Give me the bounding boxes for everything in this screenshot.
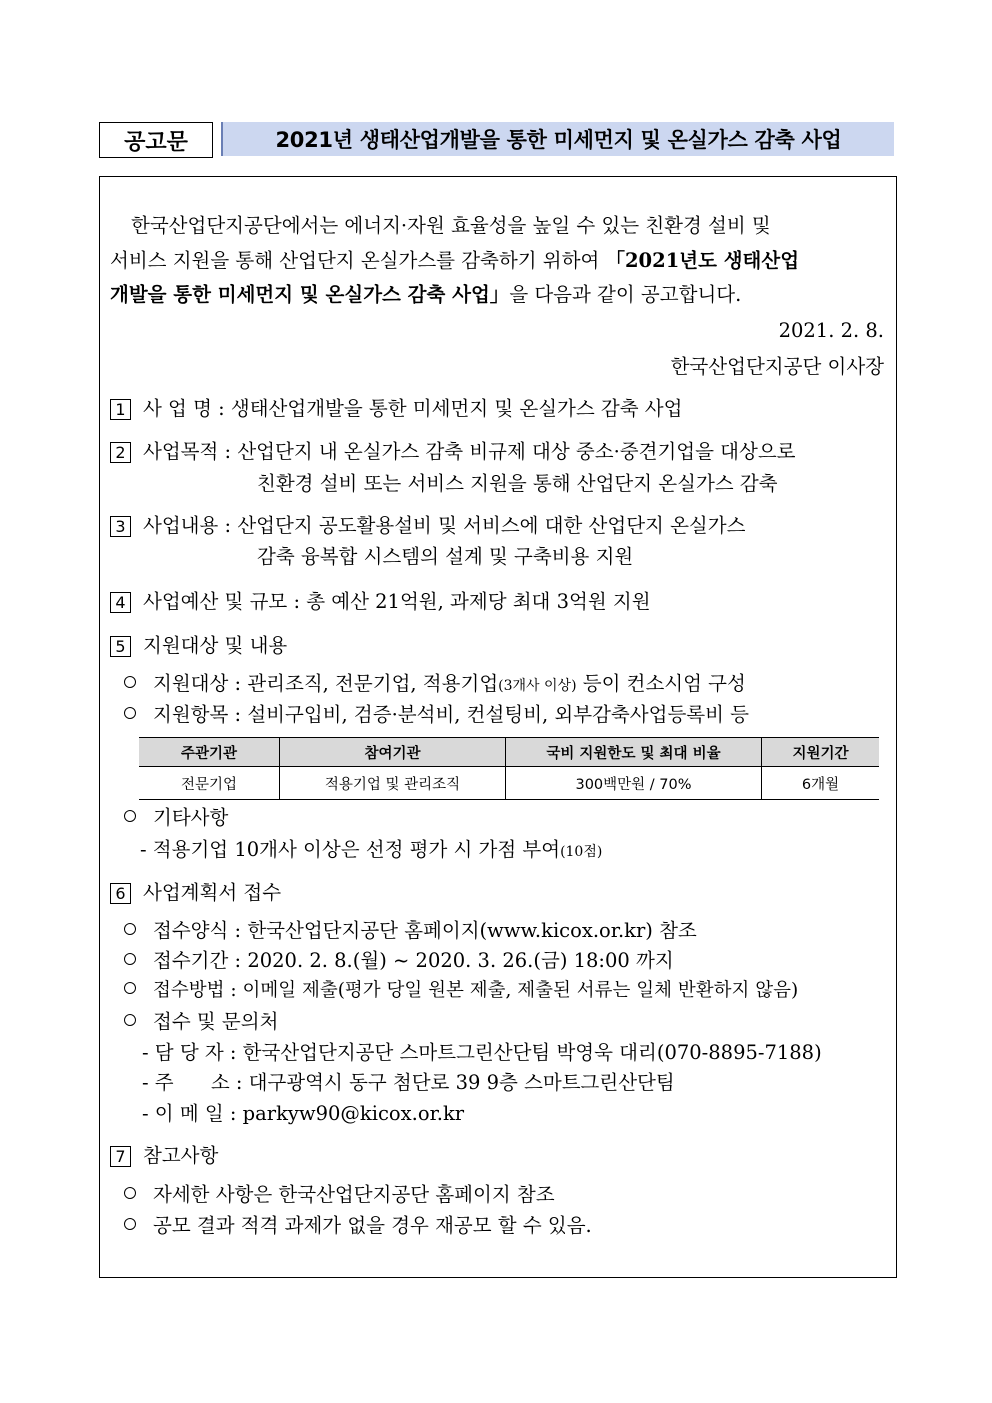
funding-table bbox=[139, 737, 879, 800]
contact-title: 접수 및 문의처 bbox=[153, 1010, 279, 1033]
intro-line-1-text: 한국산업단지공단에서는 에너지·자원 효율성을 높일 수 있는 친환경 설비 및 bbox=[131, 214, 771, 237]
section-6-item-2 bbox=[124, 951, 674, 971]
reference-item-1: 자세한 사항은 한국산업단지공단 홈페이지 참조 bbox=[153, 1183, 555, 1206]
section-1-number: 1 bbox=[110, 399, 131, 420]
intro-line-2 bbox=[110, 251, 799, 271]
section-6-number: 6 bbox=[110, 883, 131, 904]
bullet-circle-icon bbox=[124, 982, 136, 994]
table-row bbox=[139, 767, 879, 800]
section-5-number: 5 bbox=[110, 636, 131, 657]
contact-address: - 주 소 : 대구광역시 동구 첨단로 39 9층 스마트그린산단팀 bbox=[142, 1071, 675, 1094]
section-3-number: 3 bbox=[110, 516, 131, 537]
bullet-circle-icon bbox=[124, 676, 136, 688]
table-cell: 6개월 bbox=[762, 767, 880, 800]
table-header-cell: 지원기간 bbox=[762, 738, 880, 767]
section-4 bbox=[110, 592, 651, 613]
support-target-text: 지원대상 : 관리조직, 전문기업, 적용기업 bbox=[153, 672, 499, 695]
notice-issuer: 한국산업단지공단 이사장 bbox=[670, 355, 884, 378]
bullet-circle-icon bbox=[124, 923, 136, 935]
section-3-line-1: 사업내용 : 산업단지 공도활용설비 및 서비스에 대한 산업단지 온실가스 bbox=[143, 514, 746, 537]
notice-label: 공고문 bbox=[99, 122, 213, 158]
section-6-item-3 bbox=[124, 982, 798, 1001]
bullet-circle-icon bbox=[124, 1187, 136, 1199]
etc-detail-text: - 적용기업 10개사 이상은 선정 평가 시 가점 부여 bbox=[140, 838, 561, 861]
table-cell: 전문기업 bbox=[139, 767, 280, 800]
bullet-circle-icon bbox=[124, 1218, 136, 1230]
intro-line-3-text: 을 다음과 같이 공고합니다. bbox=[509, 283, 742, 306]
intro-line-2-text: 서비스 지원을 통해 산업단지 온실가스를 감축하기 위하여 bbox=[110, 249, 606, 272]
submission-method-text: 접수방법 : 이메일 제출(평가 당일 원본 제출, 제출된 서류는 일체 반환하지 않음) bbox=[153, 980, 799, 1001]
notice-header bbox=[99, 122, 894, 158]
contact-email[interactable]: - 이 메 일 : parkyw90@kicox.or.kr bbox=[142, 1102, 465, 1125]
section-7-title: 참고사항 bbox=[143, 1144, 219, 1167]
contact-person: - 담 당 자 : 한국산업단지공단 스마트그린산단팀 박영욱 대리(070-8895-7188) bbox=[142, 1041, 822, 1064]
section-7-item-1 bbox=[124, 1185, 555, 1205]
bullet-circle-icon bbox=[124, 707, 136, 719]
section-3 bbox=[110, 516, 745, 537]
section-4-number: 4 bbox=[110, 592, 131, 613]
support-target-text-end: 등이 컨소시엄 구성 bbox=[576, 672, 746, 695]
section-1-text: 사 업 명 : 생태산업개발을 통한 미세먼지 및 온실가스 감축 사업 bbox=[143, 397, 683, 420]
etc-detail-note: (10점) bbox=[560, 844, 603, 860]
section-3-line-2: 감축 융복합 시스템의 설계 및 구축비용 지원 bbox=[257, 545, 634, 568]
table-header-cell: 참여기관 bbox=[280, 738, 506, 767]
section-6 bbox=[110, 883, 281, 904]
section-2-number: 2 bbox=[110, 442, 131, 463]
section-5-etc-detail bbox=[140, 840, 602, 860]
table-header-row bbox=[139, 738, 879, 767]
table-header-cell: 주관기관 bbox=[139, 738, 280, 767]
section-5 bbox=[110, 636, 287, 657]
submission-form-text: 접수양식 : 한국산업단지공단 홈페이지(www.kicox.or.kr) 참조 bbox=[153, 919, 697, 942]
table-header-cell: 국비 지원한도 및 최대 비율 bbox=[506, 738, 762, 767]
bullet-circle-icon bbox=[124, 1014, 136, 1026]
section-2 bbox=[110, 442, 796, 463]
support-target-note: (3개사 이상) bbox=[498, 678, 577, 694]
etc-title: 기타사항 bbox=[153, 806, 229, 829]
table-cell: 적용기업 및 관리조직 bbox=[280, 767, 506, 800]
section-2-line-1: 사업목적 : 산업단지 내 온실가스 감축 비규제 대상 중소·중견기업을 대상으로 bbox=[143, 440, 796, 463]
section-7 bbox=[110, 1146, 218, 1167]
intro-program-name-part2: 개발을 통한 미세먼지 및 온실가스 감축 사업」 bbox=[110, 283, 510, 306]
section-2-line-2: 친환경 설비 또는 서비스 지원을 통해 산업단지 온실가스 감축 bbox=[257, 472, 778, 495]
intro-line-1 bbox=[131, 216, 886, 236]
section-5-item-1 bbox=[124, 674, 746, 694]
reference-item-2: 공모 결과 적격 과제가 없을 경우 재공모 할 수 있음. bbox=[153, 1214, 592, 1237]
bullet-circle-icon bbox=[124, 953, 136, 965]
section-5-etc bbox=[124, 808, 228, 828]
intro-line-3 bbox=[110, 285, 741, 305]
section-1 bbox=[110, 399, 682, 420]
section-5-title: 지원대상 및 내용 bbox=[143, 634, 288, 657]
table-cell: 300백만원 / 70% bbox=[506, 767, 762, 800]
section-5-item-2 bbox=[124, 705, 749, 725]
support-items-text: 지원항목 : 설비구입비, 검증·분석비, 컨설팅비, 외부감축사업등록비 등 bbox=[153, 703, 749, 726]
section-6-title: 사업계획서 접수 bbox=[143, 881, 282, 904]
intro-program-name-part1: 「2021년도 생태산업 bbox=[605, 249, 800, 272]
bullet-circle-icon bbox=[124, 810, 136, 822]
section-4-text: 사업예산 및 규모 : 총 예산 21억원, 과제당 최대 3억원 지원 bbox=[143, 590, 651, 613]
notice-date: 2021. 2. 8. bbox=[778, 319, 884, 342]
section-7-number: 7 bbox=[110, 1146, 131, 1167]
submission-period-text: 접수기간 : 2020. 2. 8.(월) ~ 2020. 3. 26.(금) 18:00 까지 bbox=[153, 949, 674, 972]
section-6-item-4 bbox=[124, 1012, 278, 1032]
section-6-item-1 bbox=[124, 921, 697, 941]
notice-title: 2021년 생태산업개발을 통한 미세먼지 및 온실가스 감축 사업 bbox=[221, 122, 894, 156]
section-7-item-2 bbox=[124, 1216, 592, 1236]
